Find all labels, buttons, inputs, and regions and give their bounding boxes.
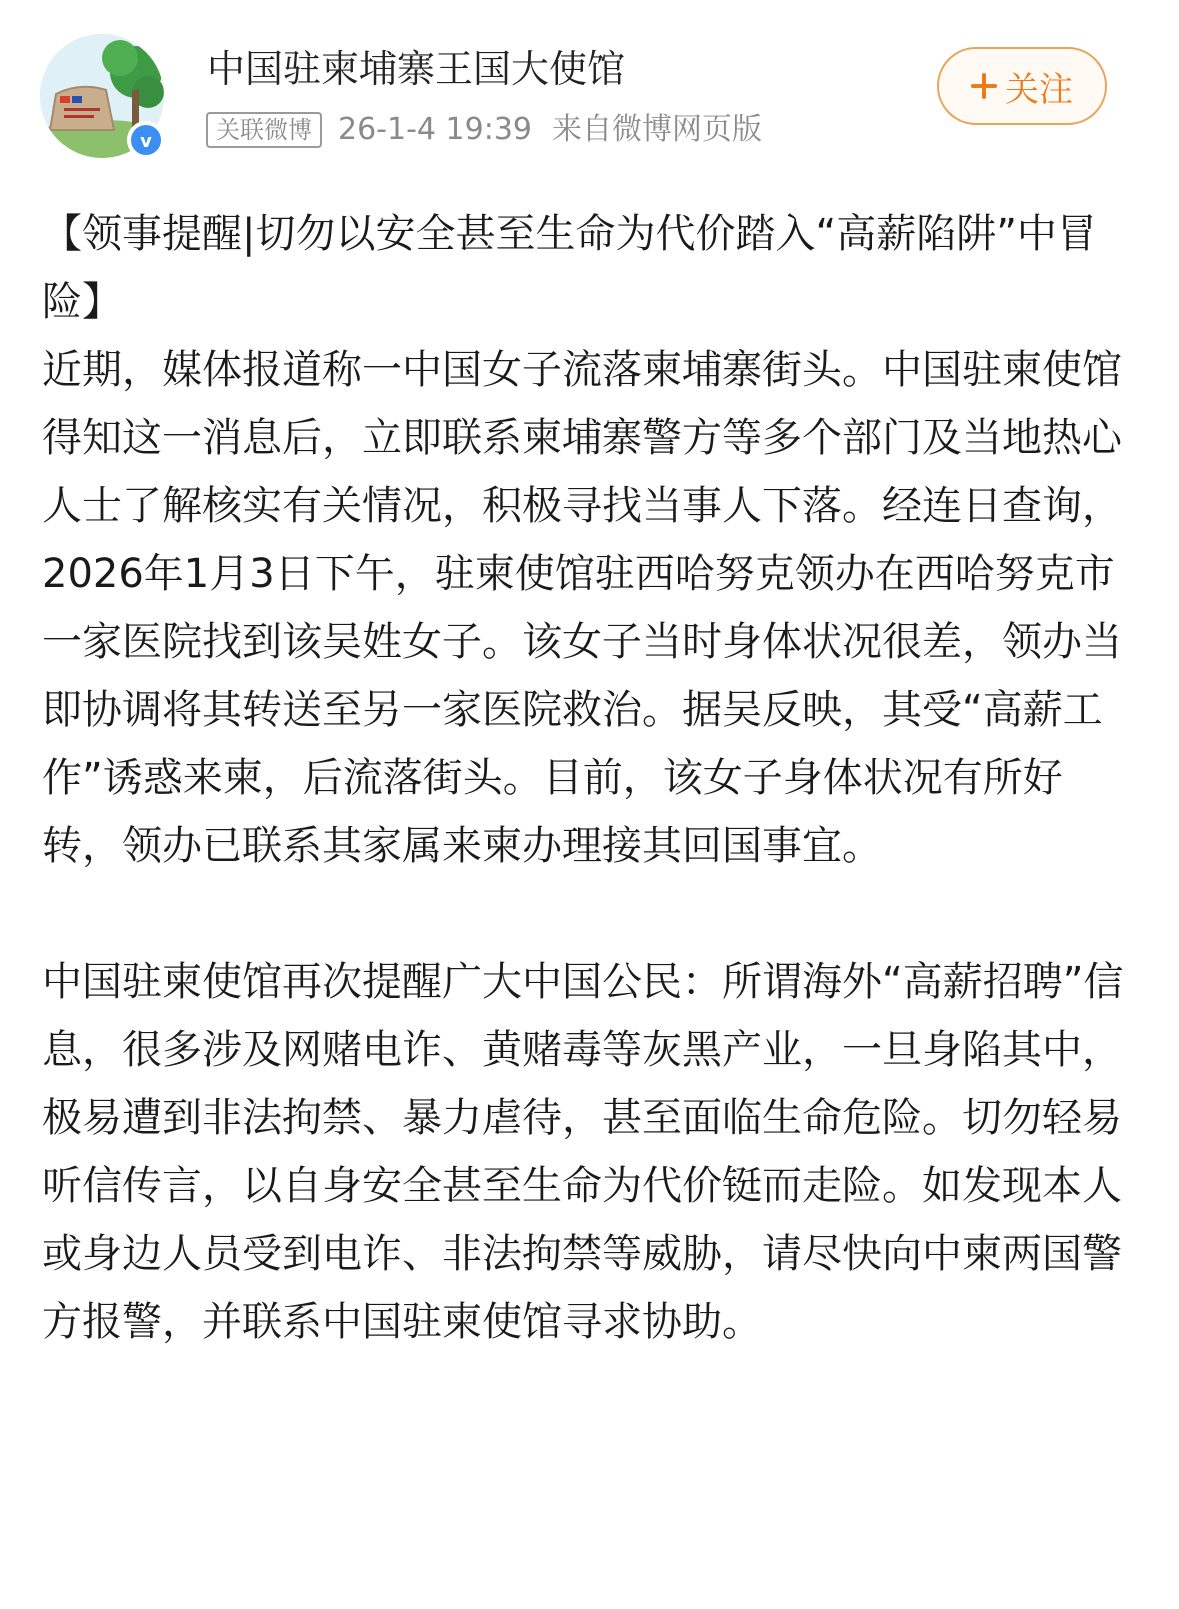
post-header (0, 0, 1179, 180)
follow-button[interactable] (937, 47, 1107, 125)
plus-icon (971, 73, 997, 99)
post-body (42, 200, 1142, 1356)
verified-badge-icon (127, 121, 165, 159)
post-time[interactable]: 26-1-4 19:39 (338, 112, 532, 147)
svg-text:v: v (140, 131, 152, 152)
post-title: 【领事提醒|切勿以安全甚至生命为代价踏入“高薪陷阱”中冒险】 (42, 211, 1097, 325)
post-paragraph-2: 中国驻柬使馆再次提醒广大中国公民：所谓海外“高薪招聘”信息，很多涉及网赌电诈、黄赌毒等灰黑产业，一旦身陷其中，极易遭到非法拘禁、暴力虐待，甚至面临生命危险。切勿轻易听信传言，以自身安全甚至生命为代价铤而走险。如发现本人或身边人员受到电诈、非法拘禁等威胁，请尽快向中柬两国警方报警，并联系中国驻柬使馆寻求协助。 (42, 959, 1124, 1345)
linked-weibo-tag[interactable]: 关联微博 (206, 112, 322, 148)
post-source: 来自微博网页版 (552, 112, 762, 147)
post-meta (206, 108, 762, 152)
post-paragraph-1: 近期，媒体报道称一中国女子流落柬埔寨街头。中国驻柬使馆得知这一消息后，立即联系柬埔寨警方等多个部门及当地热心人士了解核实有关情况，积极寻找当事人下落。经连日查询，2026年1月3日下午，驻柬使馆驻西哈努克领办在西哈努克市一家医院找到该吴姓女子。该女子当时身体状况很差，领办当即协调将其转送至另一家医院救治。据吴反映，其受“高薪工作”诱惑来柬，后流落街头。目前，该女子身体状况有所好转，领办已联系其家属来柬办理接其回国事宜。 (42, 347, 1122, 869)
follow-button-label: 关注 (1005, 69, 1073, 110)
account-name[interactable]: 中国驻柬埔寨王国大使馆 (207, 47, 626, 91)
